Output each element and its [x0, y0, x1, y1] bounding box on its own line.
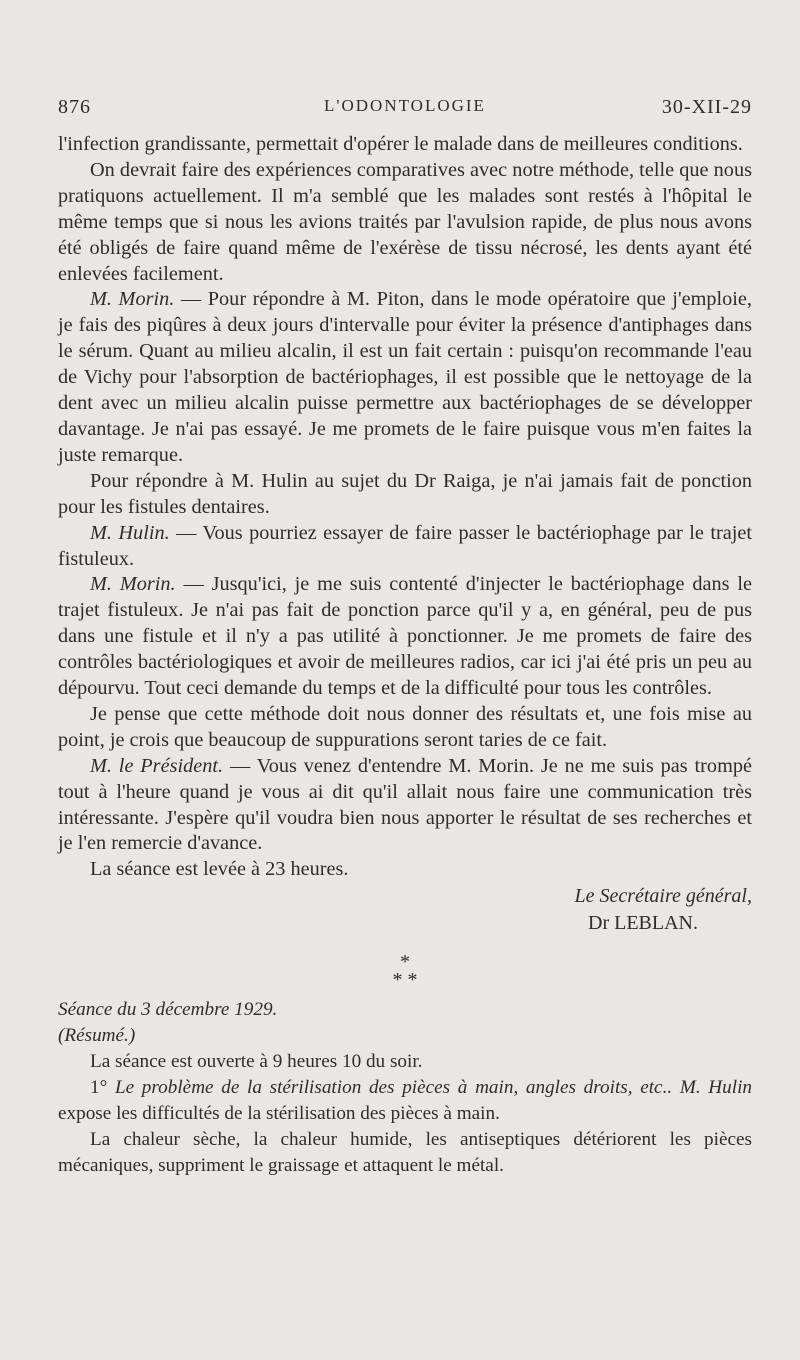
article-body: [58, 132, 752, 1179]
running-header: [58, 96, 752, 126]
speech-text: La séance est levée à 23 heures.: [90, 858, 349, 881]
signature-name: Dr LEBLAN.: [588, 912, 698, 935]
issue-date: 30-XII-29: [661, 96, 752, 118]
speaker-name: M. Morin.: [90, 288, 175, 311]
speech-text: — Vous venez d'entendre M. Morin. Je ne me suis pas trompé tout à l'heure quand je vous ai dit qu'il allait nous faire une communication très intéressante. J'espère qu'il voudra bien nous apporter le résultat de ses recherches et je l'en remercie d'avance.: [58, 754, 752, 855]
running-title: L'ODONTOLOGIE: [324, 96, 486, 115]
session-closing: La chaleur sèche, la chaleur humide, les antiseptiques détériorent les pièces mécaniques, suppriment le graissage et attaquent le métal.: [58, 1129, 752, 1177]
session-section: [58, 997, 752, 1179]
section-separator: * * *: [392, 951, 418, 992]
speech-text: — Vous pourriez essayer de faire passer le bactériophage par le trajet fistuleux.: [58, 521, 752, 570]
speech-continued: [58, 702, 752, 754]
speech-text: — Pour répondre à M. Piton, dans le mode opératoire que j'emploie, je fais des piqûres à deux jours d'intervalle pour éviter la présence d'antiphages dans le sérum. Quant au milieu alcalin, il est un fait certain : puisqu'on recommande l'eau de Vichy pour l'absorption de bactériophages, il est possible que le nettoyage de la dent avec un milieu alcalin puisse permettre aux bactériophages de se développer davantage. Je n'ai pas essayé. Je me promets de le faire puisque vous m'en faites la juste remarque.: [58, 288, 752, 466]
speech-morin-1: [58, 287, 752, 468]
closing-line: [58, 857, 752, 883]
item-number: 1°: [90, 1077, 108, 1099]
signature-block: [58, 883, 752, 937]
item-text: expose les difficultés de la stérilisation des pièces à main.: [58, 1103, 500, 1125]
paragraph: On devrait faire des expériences comparatives avec notre méthode, telle que nous pratiquons actuellement. Il m'a semblé que les malades sont restés à l'hôpital le même temps que si nous les avions traités par l'avulsion rapide, de plus nous avons été obligés de faire quand même de l'exérèse de tissu nécrosé, les dents ayant été enlevées facilement.: [58, 158, 752, 285]
speech-hulin: [58, 521, 752, 573]
speaker-name: M. Hulin.: [90, 521, 170, 544]
speech-text: — Jusqu'ici, je me suis contenté d'injecter le bactériophage dans le trajet fistuleux. Je n'ai pas fait de ponction parce qu'il y a, en général, peu de pus dans une fistule et il n'y a pas utilité à ponctionner. Je me promets de faire des contrôles bactériologiques et avoir de meilleures radios, car ici j'ai été pris un peu au dépourvu. Tout ceci demande du temps et de la difficulté pour tous les contrôles.: [58, 573, 753, 700]
speaker-name: M. le Président.: [90, 754, 224, 777]
agenda-item: [58, 1075, 752, 1127]
speech-president: [58, 754, 752, 858]
speech-morin-2: [58, 572, 752, 702]
session-opening: La séance est ouverte à 9 heures 10 du soir.: [90, 1051, 423, 1073]
speech-text: Je pense que cette méthode doit nous donner des résultats et, une fois mise au point, je crois que beaucoup de suppurations seront taries de ce fait.: [58, 702, 752, 751]
page-number: 876: [58, 96, 91, 118]
paragraph: l'infection grandissante, permettait d'opérer le malade dans de meilleures conditions.: [58, 133, 743, 155]
speech-text: Pour répondre à M. Hulin au sujet du Dr Raiga, je n'ai jamais fait de ponction pour les fistules dentaires.: [58, 469, 752, 518]
item-speaker: M. Hulin: [679, 1077, 752, 1099]
item-title: Le problème de la stérilisation des pièces à main, angles droits, etc..: [114, 1077, 673, 1099]
speech-continued: [58, 469, 752, 521]
signature-role: Le Secrétaire général,: [574, 885, 752, 908]
speaker-name: M. Morin.: [90, 573, 176, 596]
session-title: Séance du 3 décembre 1929.: [58, 999, 278, 1021]
session-subtitle: (Résumé.): [58, 1025, 136, 1047]
